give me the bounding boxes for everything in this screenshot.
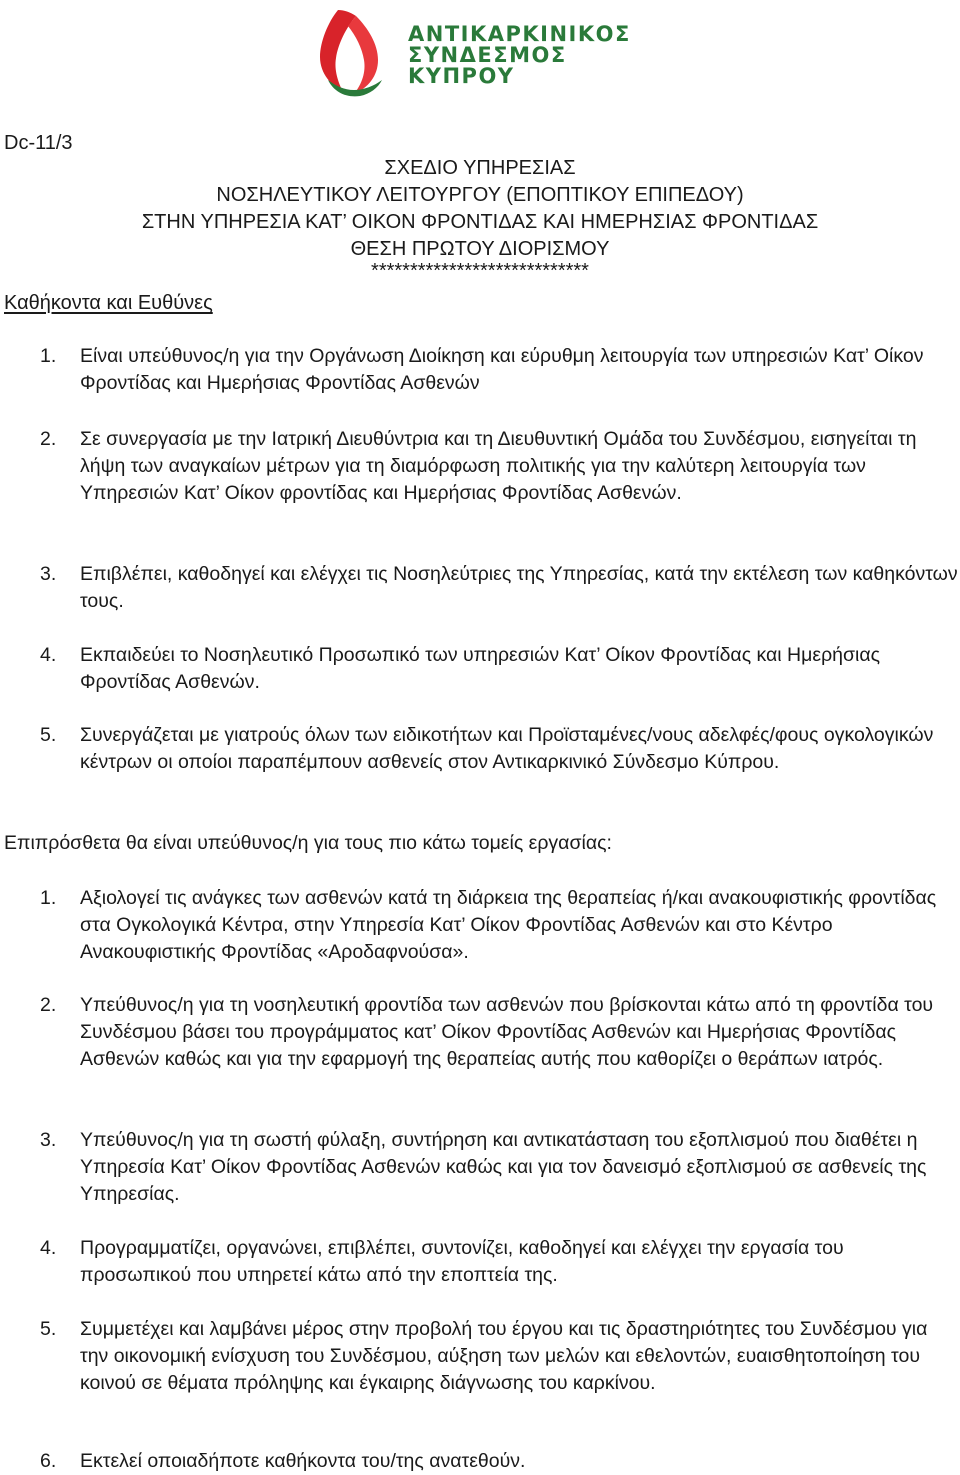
document-title [0, 155, 960, 282]
duty-number: 1. [40, 345, 57, 367]
duty-number: 2. [40, 428, 57, 450]
logo-line-3: ΚΥΠΡΟΥ [408, 64, 515, 88]
title-stars: **************************** [371, 260, 589, 282]
duty-item [0, 561, 960, 615]
title-line-4: ΘΕΣΗ ΠΡΩΤΟΥ ΔΙΟΡΙΣΜΟΥ [350, 238, 610, 260]
additional-text: Υπεύθυνος/η για τη σωστή φύλαξη, συντήρηση και αντικατάσταση του εξοπλισμού που διαθέτει η Υπηρεσία Κατ’ Οίκον Φροντίδας Ασθενών καθώς και για τον δανεισμό εξοπλισμού σε ασθενείς της Υπηρεσίας. [80, 1129, 927, 1205]
logo-line-2: ΣΥΝΔΕΣΜΟΣ [408, 43, 567, 67]
organization-logo [298, 2, 678, 102]
duty-item [0, 642, 960, 696]
duty-text: Είναι υπεύθυνος/η για την Οργάνωση Διοίκηση και εύρυθμη λειτουργία των υπηρεσιών Κατ’ Οίκον Φροντίδας και Ημερήσιας Φροντίδας Ασθενών [80, 345, 924, 394]
additional-item [0, 885, 960, 966]
additional-number: 3. [40, 1129, 57, 1151]
duty-text: Σε συνεργασία με την Ιατρική Διευθύντρια και τη Διευθυντική Ομάδα του Συνδέσμου, εισηγείται τη λήψη των αναγκαίων μέτρων για τη διαμόρφωση πολιτικής για την καλύτερη λειτουργία των Υπηρεσιών Κατ’ Οίκον φροντίδας και Ημερήσιας Φροντίδας Ασθενών. [80, 428, 917, 504]
logo-wordmark [408, 24, 631, 87]
additional-item [0, 992, 960, 1073]
duty-text: Επιβλέπει, καθοδηγεί και ελέγχει τις Νοσηλεύτριες της Υπηρεσίας, κατά την εκτέλεση των καθηκόντων τους. [80, 563, 958, 612]
additional-item [0, 1316, 960, 1397]
additional-text: Υπεύθυνος/η για τη νοσηλευτική φροντίδα των ασθενών που βρίσκονται κάτω από τη φροντίδα του Συνδέσμου βάσει του προγράμματος κατ’ Οίκον Φροντίδας Ασθενών και Ημερήσιας Φροντίδας Ασθενών καθώς και για την εφαρμογή της θεραπείας αυτής που καθορίζει ο θεράπων ιατρός. [80, 994, 934, 1070]
title-line-2: ΝΟΣΗΛΕΥΤΙΚΟΥ ΛΕΙΤΟΥΡΓΟΥ (ΕΠΟΠΤΙΚΟΥ ΕΠΙΠΕΔΟΥ) [216, 184, 744, 206]
logo-line-1: ΑΝΤΙΚΑΡΚΙΝΙΚΟΣ [408, 22, 631, 46]
duty-number: 3. [40, 563, 57, 585]
additional-item [0, 1448, 960, 1475]
section-heading: Καθήκοντα και Ευθύνες [4, 292, 213, 314]
additional-number: 5. [40, 1318, 57, 1340]
additional-text: Συμμετέχει και λαμβάνει μέρος στην προβολή του έργου και τις δραστηριότητες του Συνδέσμου για την οικονομική ενίσχυση του Συνδέσμου, αύξηση των μελών και εθελοντών, ευαισθητοποίηση του κοινού σε θέματα πρόληψης και έγκαιρης διάγνωσης του καρκίνου. [80, 1318, 928, 1394]
additional-text: Εκτελεί οποιαδήποτε καθήκοντα του/της ανατεθούν. [80, 1450, 526, 1472]
additional-number: 6. [40, 1450, 57, 1472]
duty-item [0, 426, 960, 507]
title-line-1: ΣΧΕΔΙΟ ΥΠΗΡΕΣΙΑΣ [384, 157, 576, 179]
duty-number: 4. [40, 644, 57, 666]
additional-text: Αξιολογεί τις ανάγκες των ασθενών κατά τη διάρκεια της θεραπείας ή/και ανακουφιστικής φροντίδας στα Ογκολογικά Κέντρα, στην Υπηρεσία Κατ’ Οίκον Φροντίδας Ασθενών και στο Κέντρο Ανακουφιστικής Φροντίδας «Αροδαφνούσα». [80, 887, 937, 963]
additional-number: 1. [40, 887, 57, 909]
duty-item [0, 343, 960, 397]
additional-item [0, 1235, 960, 1289]
ribbon-logo-icon [298, 2, 408, 102]
document-code: Dc-11/3 [4, 132, 73, 154]
duty-text: Συνεργάζεται με γιατρούς όλων των ειδικοτήτων και Προϊσταμένες/νους αδελφές/φους ογκολογικών κέντρων οι οποίοι παραπέμπουν ασθενείς στον Αντικαρκινικό Σύνδεσμο Κύπρου. [80, 724, 934, 773]
title-line-3: ΣΤΗΝ ΥΠΗΡΕΣΙΑ ΚΑΤ’ ΟΙΚΟΝ ΦΡΟΝΤΙΔΑΣ ΚΑΙ ΗΜΕΡΗΣΙΑΣ ΦΡΟΝΤΙΔΑΣ [141, 211, 819, 233]
additional-text: Προγραμματίζει, οργανώνει, επιβλέπει, συντονίζει, καθοδηγεί και ελέγχει την εργασία του προσωπικού που υπηρετεί κάτω από την εποπτεία της. [80, 1237, 844, 1286]
duty-number: 5. [40, 724, 57, 746]
duty-item [0, 722, 960, 776]
additional-number: 4. [40, 1237, 57, 1259]
additional-heading: Επιπρόσθετα θα είναι υπεύθυνος/η για τους πιο κάτω τομείς εργασίας: [4, 832, 612, 854]
duty-text: Εκπαιδεύει το Νοσηλευτικό Προσωπικό των υπηρεσιών Κατ’ Οίκον Φροντίδας και Ημερήσιας Φροντίδας Ασθενών. [80, 644, 881, 693]
additional-item [0, 1127, 960, 1208]
additional-number: 2. [40, 994, 57, 1016]
